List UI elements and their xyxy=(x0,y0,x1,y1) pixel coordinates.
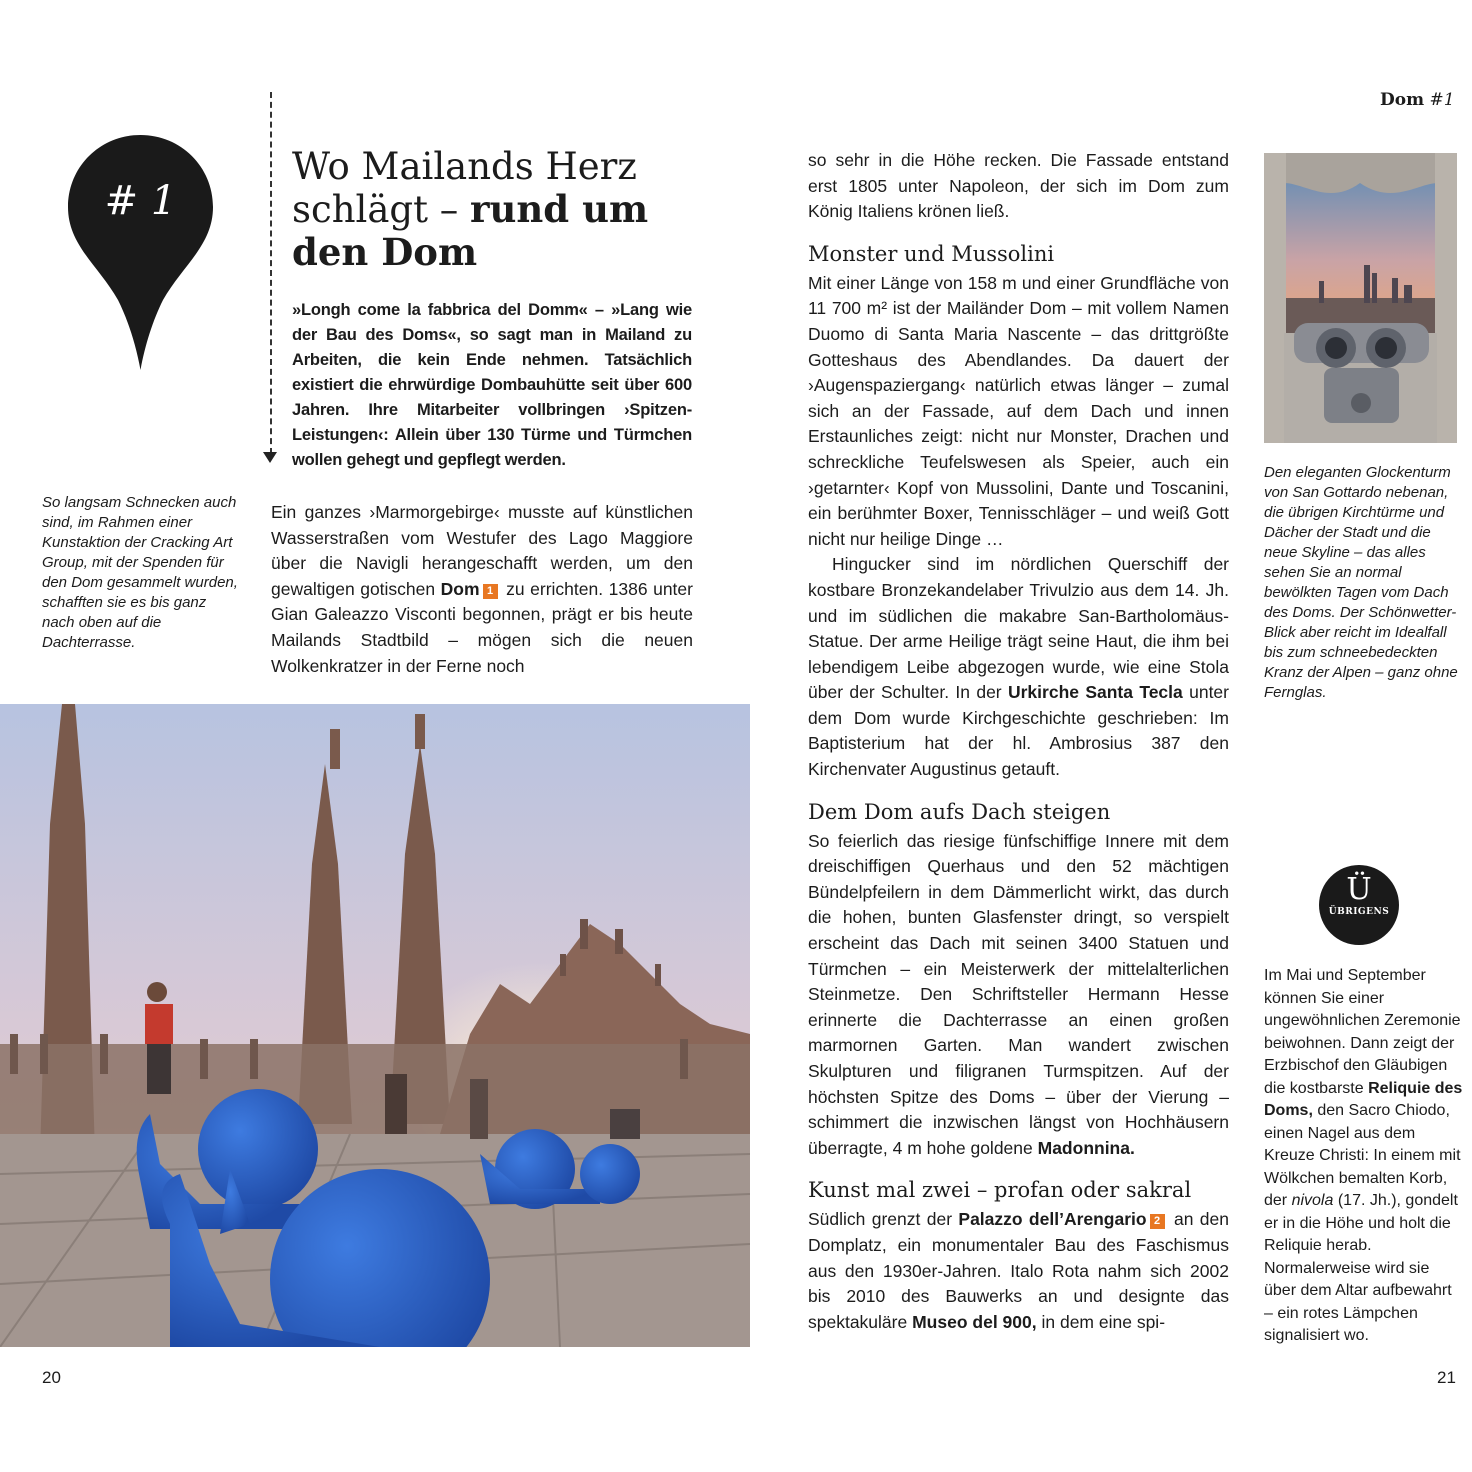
col2-p2-text: Hingucker sind im nördlichen Querschiff der kostbare Bronzekandelaber Trivulzio aus dem 14. Jh. und im südlichen die makabre San-Bartholomäus-Statue. Der arme Heilige trägt seine Haut, die ihm bei lebendigem Leibe abgezogen wurde, wie eine Stola über der Schulter. In der xyxy=(808,554,1229,703)
sidebar-text-cont: den Sacro Chiodo, einen Nagel aus dem Kreuze Christi: In einem mit Wölkchen bemalten Korb, der xyxy=(1264,1102,1461,1209)
poi-arengario: Palazzo dell’Arengario xyxy=(958,1209,1147,1230)
page-title xyxy=(292,146,712,274)
col2-paragraph-2 xyxy=(808,552,1229,782)
title-bold: rund um den Dom xyxy=(292,187,649,274)
col2-p4-text: Südlich grenzt der xyxy=(808,1209,953,1230)
header-chapter: Dom xyxy=(1380,90,1425,110)
sidebar-text-end: (17. Jh.), gondelt er in die Höhe und holt die Reliquie herab. Normalerweise wird sie über dem Altar aufbewahrt – ein rotes Lämpchen signalisiert wo. xyxy=(1264,1192,1458,1344)
header-number: #1 xyxy=(1429,90,1455,110)
body1-text-cont: zu errichten. 1386 unter Gian Galeazzo Visconti begonnen, prägt er bis heute Mailands Stadtbild – mögen sich die neuen Wolkenkratzer in der Ferne noch xyxy=(271,578,693,676)
title-regular: Wo Mailands Herz schlägt – xyxy=(292,145,637,231)
body-text-column-1 xyxy=(271,500,693,679)
col2-p4-text-cont: an den Domplatz, ein monumentaler Bau des Faschismus aus den 1930er-Jahren. Italo Rota nahm sich 2002 bis 2010 des Bauwerks an und designte das spektakuläre xyxy=(808,1209,1229,1332)
body1-text: Ein ganzes ›Marmorgebirge‹ musste auf künstlichen Wasserstraßen vom Westufer des Lago Maggiore über die Navigli herangeschafft werden, um den gewaltigen gotischen xyxy=(271,502,693,599)
poi-madonnina: Madonnina. xyxy=(1037,1137,1135,1158)
map-marker-1: 1 xyxy=(483,584,498,599)
badge-word: ÜBRIGENS xyxy=(1328,907,1390,917)
dashed-guide-line xyxy=(270,92,272,454)
section-heading-kunst: Kunst mal zwei – profan oder sakral xyxy=(808,1178,1192,1203)
location-pin-icon xyxy=(68,135,213,370)
col2-p3-text: So feierlich das riesige fünfschiffige Innere mit dem dreischiffigen Querhaus und den 52 mächtigen Bündelpfeilern in dem Dämmerlicht wirkt, das durch die hohen, bunten Glasfenster dringt, so verspielt erscheint das Dach mit seinen 3400 Statuen und Türmchen – ein Meisterwerk der mittelalterlichen Steinmetze. Den Schriftsteller Hermann Hesse erinnerte die Dachterrasse an einen großen marmornen Garten. Man wandert zwischen Skulpturen und filigranen Turmspitzen. Auf der höchsten Spitze des Doms – über der Vierung – schimmert die inzwischen längst von Hochhäusern überragte, 4 m hohe goldene xyxy=(808,830,1229,1158)
col2-paragraph-3 xyxy=(808,829,1229,1162)
sidebar-italic: nivola xyxy=(1291,1192,1334,1209)
badge-letter: Ü xyxy=(1346,872,1372,907)
binoculars-skyline-photo xyxy=(1264,153,1457,443)
uebrigens-badge xyxy=(1319,865,1399,945)
arrow-down-icon xyxy=(263,452,277,463)
map-marker-2: 2 xyxy=(1150,1214,1165,1229)
running-header xyxy=(1380,90,1455,110)
section-heading-dach: Dem Dom aufs Dach steigen xyxy=(808,799,1111,824)
pin-label: # 1 xyxy=(104,178,177,224)
cathedral-roof-snails-photo xyxy=(0,704,750,1347)
poi-museo-900: Museo del 900, xyxy=(912,1311,1037,1332)
body-text-column-2 xyxy=(808,148,1229,1335)
lead-paragraph: »Longh come la fabbrica del Domm« – »Lang wie der Bau des Doms«, so sagt man in Mailand zu Arbeiten, die kein Ende nehmen. Tatsächlich existiert die ehrwürdige Dombauhütte seit über 600 Jahren. Ihre Mitarbeiter vollbringen ›Spitzen-Leistungen‹: Allein über 130 Türme und Türmchen wollen gehegt und gepflegt werden. xyxy=(292,301,692,469)
poi-dom: Dom xyxy=(440,578,480,599)
col2-p4-text-end: in dem eine spi- xyxy=(1041,1311,1166,1332)
col2-intro: so sehr in die Höhe recken. Die Fassade entstand erst 1805 unter Napoleon, der sich im Dom zum König Italiens krönen ließ. xyxy=(808,150,1229,222)
page-number-right: 21 xyxy=(1437,1368,1456,1387)
col2-paragraph-1: Mit einer Länge von 158 m und einer Grundfläche von 11 700 m² ist der Mailänder Dom – mit vollem Namen Duomo di Santa Maria Nascente – das drittgrößte Gotteshaus des Abendlandes. Da dauert der ›Augenspaziergang‹ natürlich etwas länger – zumal sich an der Fassade, auf dem Dach und innen Erstaunliches zeigt: nicht nur Monster, Drachen und schreckliche Teufelswesen als Speier, auch ein ›getarnter‹ Kopf von Mussolini, Dante und Toscanini, ein berühmter Boxer, Tennisschläger – und weiß Gott nicht nur heilige Dinge … xyxy=(808,272,1229,549)
col2-p2-text-cont: unter dem Dom wurde Kirchgeschichte geschrieben: Im Baptisterium hat der hl. Ambrosius 387 den Kirchenvater Augustinus getauft. xyxy=(808,682,1229,780)
sidebar-bold: Reliquie des Doms, xyxy=(1264,1079,1463,1119)
poi-santa-tecla: Urkirche Santa Tecla xyxy=(1007,682,1183,703)
section-heading-monster: Monster und Mussolini xyxy=(808,241,1055,266)
photo-caption-right: Den eleganten Glockenturm von San Gottardo nebenan, die übrigen Kirchtürme und Dächer der Stadt und die neue Skyline – das alles sehen Sie an normal bewölkten Tagen vom Dach des Doms. Der Schönwetter-Blick aber reicht im Idealfall bis zum schneebedeckten Kranz der Alpen – ganz ohne Fernglas. xyxy=(1264,464,1458,701)
sidebar-note xyxy=(1264,965,1464,1348)
col2-paragraph-4 xyxy=(808,1207,1229,1335)
page-number-left: 20 xyxy=(42,1368,61,1387)
sidebar-text: Im Mai und September können Sie einer ungewöhnlichen Zeremonie beiwohnen. Dann zeigt der Erzbischof den Gläubigen die kostbarste xyxy=(1264,967,1461,1097)
photo-caption-left: So langsam Schnecken auch sind, im Rahmen einer Kunstaktion der Cracking Art Group, mit der Spenden für den Dom gesammelt wurden, schafften sie es bis ganz nach oben auf die Dachterrasse. xyxy=(42,494,238,651)
